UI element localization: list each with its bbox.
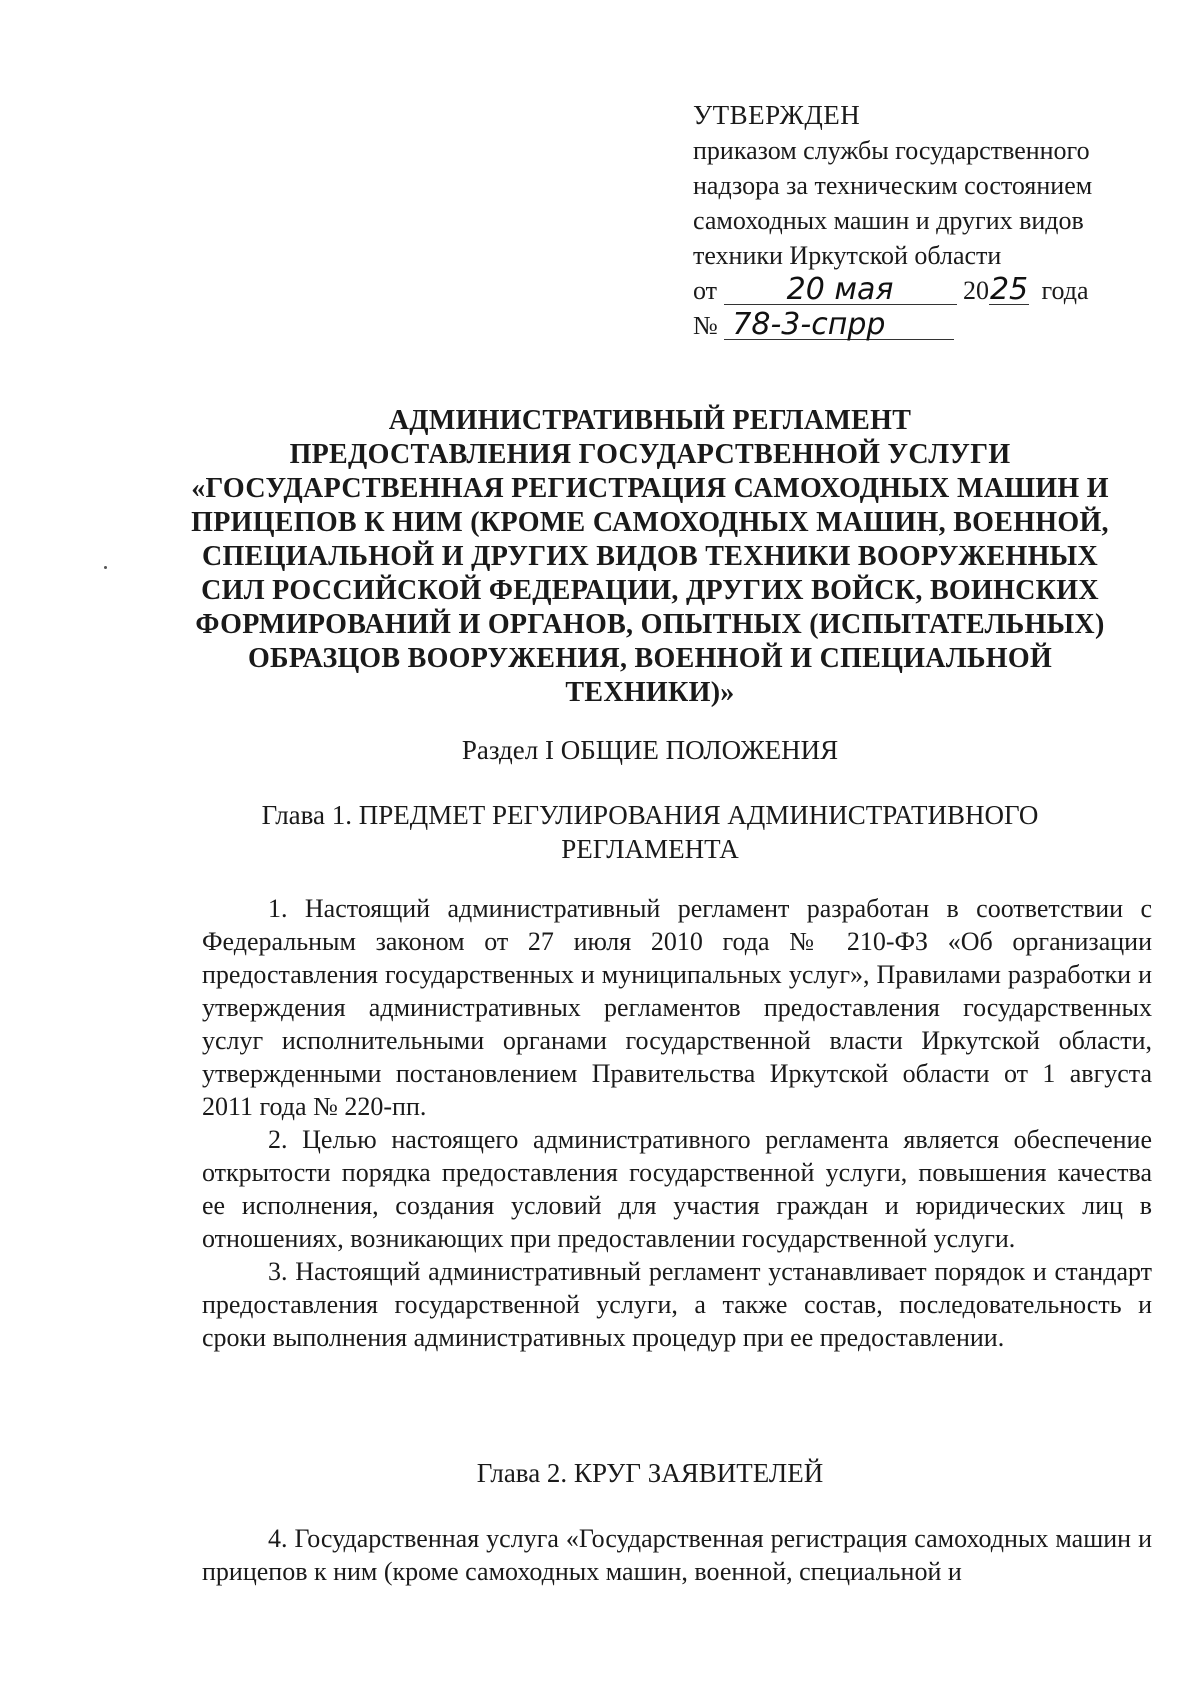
section-heading — [150, 733, 1150, 767]
chapter2-heading-text: Глава 2. КРУГ ЗАЯВИТЕЛЕЙ — [476, 1458, 824, 1488]
title-line: ПРИЦЕПОВ К НИМ (КРОМЕ САМОХОДНЫХ МАШИН, ВОЕННОЙ, — [191, 507, 1109, 538]
document-title — [150, 404, 1150, 710]
chapter1-body — [202, 892, 1152, 1354]
approval-heading: УТВЕРЖДЕН — [693, 100, 861, 130]
handwritten-date: 20 мая — [724, 276, 957, 305]
approval-number-line — [693, 308, 1153, 343]
chapter1-heading — [150, 798, 1150, 866]
chapter2-body — [202, 1522, 1152, 1588]
approval-line: надзора за техническим состоянием — [693, 171, 1093, 200]
date-suffix: года — [1041, 276, 1089, 305]
title-line: АДМИНИСТРАТИВНЫЙ РЕГЛАМЕНТ — [388, 405, 912, 436]
paragraph: 4. Государственная услуга «Государственная регистрация самоходных машин и прицепов к ним (кроме самоходных машин, военной, специальной и — [202, 1524, 1152, 1586]
title-line: ПРЕДОСТАВЛЕНИЯ ГОСУДАРСТВЕННОЙ УСЛУГИ — [289, 439, 1011, 470]
chapter1-heading-line2: РЕГЛАМЕНТА — [561, 834, 739, 864]
title-line: СПЕЦИАЛЬНОЙ И ДРУГИХ ВИДОВ ТЕХНИКИ ВООРУЖЕННЫХ — [202, 541, 1098, 572]
approval-line: приказом службы государственного — [693, 136, 1090, 165]
title-line: ОБРАЗЦОВ ВООРУЖЕНИЯ, ВОЕННОЙ И СПЕЦИАЛЬНОЙ — [247, 643, 1053, 674]
approval-line: самоходных машин и других видов — [693, 206, 1084, 235]
paragraph: 2. Целью настоящего административного регламента является обеспечение открытости порядка предоставления государственной услуги, повышения качества ее исполнения, создания условий для участия граждан и юридических лиц в отношениях, возникающих при предоставлении государственной услуги. — [202, 1125, 1152, 1253]
title-line: ТЕХНИКИ)» — [565, 677, 735, 708]
title-line: СИЛ РОССИЙСКОЙ ФЕДЕРАЦИИ, ДРУГИХ ВОЙСК, ВОИНСКИХ — [201, 575, 1099, 606]
chapter2-heading — [150, 1456, 1150, 1490]
approval-line: техники Иркутской области — [693, 241, 1002, 270]
date-prefix: от — [693, 276, 718, 305]
scan-speck — [104, 566, 107, 569]
approval-block — [693, 98, 1153, 343]
number-prefix: № — [693, 311, 718, 340]
section-heading-text: Раздел I ОБЩИЕ ПОЛОЖЕНИЯ — [461, 735, 839, 765]
handwritten-number: 78-3-спрр — [724, 311, 954, 340]
chapter1-heading-line1: Глава 1. ПРЕДМЕТ РЕГУЛИРОВАНИЯ АДМИНИСТРАТИВНОГО — [261, 800, 1039, 830]
paragraph: 1. Настоящий административный регламент разработан в соответствии с Федеральным законом от 27 июля 2010 года № 210-ФЗ «Об организации предоставления государственных и муниципальных услуг», Правилами разработки и утверждения административных регламентов предоставления государственных услуг исполнительными органами государственной власти Иркутской области, утвержденными постановлением Правительства Иркутской области от 1 августа 2011 года № 220-пп. — [202, 894, 1152, 1121]
title-line: ФОРМИРОВАНИЙ И ОРГАНОВ, ОПЫТНЫХ (ИСПЫТАТЕЛЬНЫХ) — [195, 609, 1105, 640]
title-line: «ГОСУДАРСТВЕННАЯ РЕГИСТРАЦИЯ САМОХОДНЫХ МАШИН И — [191, 473, 1109, 504]
approval-date-line — [693, 273, 1153, 308]
date-year-prefix: 20 — [963, 276, 990, 305]
paragraph: 3. Настоящий административный регламент устанавливает порядок и стандарт предоставления государственной услуги, а также состав, последовательность и сроки выполнения административных процедур при ее предоставлении. — [202, 1257, 1152, 1352]
handwritten-year: 25 — [989, 272, 1029, 307]
